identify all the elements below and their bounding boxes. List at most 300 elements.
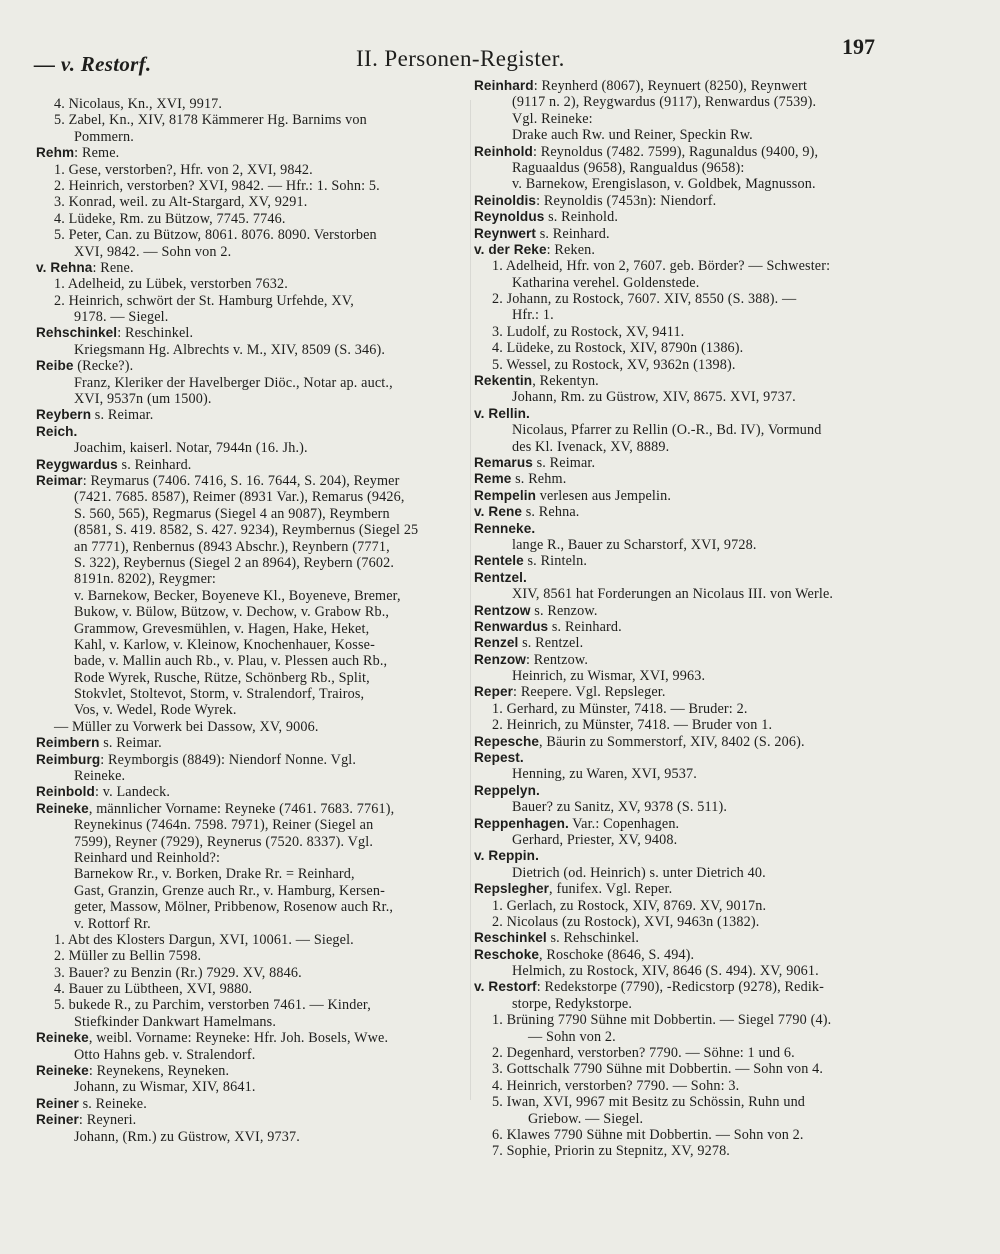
entry-headword: Reme	[474, 471, 512, 487]
entry-headword: v. der Reke	[474, 241, 547, 257]
register-line	[36, 96, 468, 112]
register-line	[36, 211, 468, 227]
right-column	[474, 78, 914, 1160]
register-line	[474, 586, 914, 602]
entry-headword: Rentzow	[474, 602, 531, 618]
register-line	[36, 834, 468, 850]
page-number: 197	[842, 34, 875, 59]
register-line	[36, 784, 468, 800]
register-line	[36, 457, 468, 473]
entry-headword: v. Restorf	[474, 979, 537, 995]
register-line	[36, 407, 468, 423]
entry-headword: Reschoke	[474, 946, 540, 962]
entry-text: 4. Bauer zu Lübtheen, XVI, 9880.	[54, 981, 253, 998]
entry-headword: Remarus	[474, 454, 533, 470]
register-line	[36, 571, 468, 587]
register-line	[474, 209, 914, 225]
register-line	[36, 965, 468, 981]
entry-text: , Bäurin zu Sommerstorf, XIV, 8402 (S. 206).	[539, 733, 805, 750]
entry-text: : Reyneri.	[78, 1112, 137, 1129]
entry-text: an 7771), Renbernus (8943 Abschr.), Reynbern (7771,	[74, 538, 390, 555]
register-line	[36, 375, 468, 391]
entry-text: 2. Müller zu Bellin 7598.	[54, 948, 202, 965]
register-line	[36, 391, 468, 407]
entry-text: s. Reinhold.	[544, 209, 619, 226]
entry-headword: Reschinkel	[474, 930, 547, 946]
entry-text: Johann, Rm. zu Güstrow, XIV, 8675. XVI, 9737.	[512, 389, 796, 406]
entry-text: 1. Gerhard, zu Münster, 7418. — Bruder: 2.	[492, 700, 748, 717]
register-line	[474, 422, 914, 438]
register-line	[474, 619, 914, 635]
entry-text: Drake auch Rw. und Reiner, Speckin Rw.	[512, 127, 753, 144]
register-line	[474, 176, 914, 192]
register-line	[36, 653, 468, 669]
entry-text: XVI, 9537n (um 1500).	[74, 391, 212, 408]
register-line	[36, 719, 468, 735]
entry-text: s. Rentzel.	[518, 635, 584, 652]
register-line	[474, 553, 914, 569]
left-column	[36, 96, 468, 1145]
entry-text: Joachim, kaiserl. Notar, 7944n (16. Jh.).	[74, 440, 308, 457]
register-line	[474, 996, 914, 1012]
entry-headword: Renwardus	[474, 618, 549, 634]
entry-headword: Reynoldus	[474, 209, 545, 225]
entry-text: 7599), Reyner (7929), Reynerus (7520. 8337). Vgl.	[74, 833, 374, 850]
entry-text: s. Reimar.	[91, 407, 154, 424]
entry-headword: Rentzel.	[474, 569, 527, 585]
register-line	[474, 1078, 914, 1094]
entry-text: Vos, v. Wedel, Rode Wyrek.	[74, 702, 237, 719]
register-line	[36, 424, 468, 440]
entry-text: , funifex. Vgl. Reper.	[549, 881, 673, 898]
entry-text: bade, v. Mallin auch Rb., v. Plau, v. Plessen auch Rb.,	[74, 653, 388, 670]
entry-text: 5. Peter, Can. zu Bützow, 8061. 8076. 8090. Verstorben	[54, 227, 377, 244]
register-line	[474, 406, 914, 422]
register-line	[36, 522, 468, 538]
entry-headword: v. Rellin.	[474, 405, 530, 421]
entry-headword: Rentele	[474, 553, 524, 569]
entry-text: 1. Adelheid, zu Lübek, verstorben 7632.	[54, 276, 288, 293]
entry-text: verlesen aus Jempelin.	[536, 487, 672, 504]
entry-text: : Reymarus (7406. 7416, S. 16. 7644, S. 204), Reymer	[82, 472, 400, 489]
entry-text: 4. Nicolaus, Kn., XVI, 9917.	[54, 96, 223, 112]
entry-headword: v. Rene	[474, 504, 523, 520]
register-line	[36, 539, 468, 555]
register-line	[36, 358, 468, 374]
register-line	[36, 260, 468, 276]
register-line	[474, 668, 914, 684]
register-line	[36, 1079, 468, 1095]
entry-headword: Renzow	[474, 651, 526, 667]
entry-headword: Reinoldis	[474, 192, 537, 208]
entry-text: storpe, Redykstorpe.	[512, 995, 633, 1012]
register-line	[474, 652, 914, 668]
entry-text: — Müller zu Vorwerk bei Dassow, XV, 9006.	[54, 718, 319, 735]
entry-headword: Renzel	[474, 635, 519, 651]
entry-text: : Reynherd (8067), Reynuert (8250), Reynwert	[533, 78, 808, 94]
entry-text: 1. Abt des Klosters Dargun, XVI, 10061. — Siegel.	[54, 931, 354, 948]
register-line	[474, 291, 914, 307]
register-line	[36, 309, 468, 325]
entry-text: , Roschoke (8646, S. 494).	[539, 946, 695, 963]
register-line	[36, 981, 468, 997]
entry-text: s. Rehna.	[522, 504, 580, 521]
register-line	[474, 898, 914, 914]
register-line	[36, 1014, 468, 1030]
register-line	[36, 883, 468, 899]
register-line	[36, 866, 468, 882]
register-line	[36, 112, 468, 128]
entry-text: 1. Gese, verstorben?, Hfr. von 2, XVI, 9842.	[54, 161, 313, 178]
entry-text: Otto Hahns geb. v. Stralendorf.	[74, 1046, 256, 1063]
entry-text: : v. Landeck.	[94, 784, 171, 801]
entry-text: 6. Klawes 7790 Sühne mit Dobbertin. — Sohn von 2.	[492, 1127, 804, 1143]
register-line	[36, 342, 468, 358]
register-line	[36, 768, 468, 784]
register-line	[36, 916, 468, 932]
register-line	[474, 684, 914, 700]
entry-headword: Reimburg	[36, 751, 101, 767]
entry-text: Rode Wyrek, Rusche, Rütze, Schönberg Rb., Split,	[74, 669, 370, 686]
entry-text: Gast, Granzin, Grenze auch Rr., v. Hamburg, Kersen-	[74, 882, 386, 899]
register-line	[474, 504, 914, 520]
entry-text: 8191n. 8202), Reygmer:	[74, 571, 217, 588]
entry-text: 7. Sophie, Priorin zu Stepnitz, XV, 9278.	[492, 1143, 731, 1160]
register-line	[36, 325, 468, 341]
register-line	[474, 766, 914, 782]
register-line	[474, 1094, 914, 1110]
register-line	[474, 865, 914, 881]
register-line	[474, 258, 914, 274]
register-line	[474, 1045, 914, 1061]
entry-text: s. Reinhard.	[117, 456, 192, 473]
entry-text: Barnekow Rr., v. Borken, Drake Rr. = Reinhard,	[74, 866, 355, 883]
entry-text: Hfr.: 1.	[512, 307, 554, 324]
entry-text: s. Rinteln.	[523, 553, 588, 570]
entry-text: 9178. — Siegel.	[74, 309, 169, 326]
register-line	[36, 276, 468, 292]
register-line	[36, 194, 468, 210]
entry-text: s. Reimar.	[532, 454, 596, 471]
entry-text: Nicolaus, Pfarrer zu Rellin (O.-R., Bd. IV), Vormund	[512, 422, 822, 439]
entry-headword: Reppelyn.	[474, 782, 540, 798]
register-line	[474, 783, 914, 799]
entry-text: , männlicher Vorname: Reyneke (7461. 7683. 7761),	[88, 800, 395, 817]
entry-text: Var.: Copenhagen.	[568, 815, 680, 832]
register-line	[474, 881, 914, 897]
register-line	[474, 537, 914, 553]
entry-headword: Reppenhagen.	[474, 815, 569, 831]
entry-text: s. Reinhard.	[548, 618, 622, 635]
entry-text: , weibl. Vorname: Reyneke: Hfr. Joh. Bosels, Wwe.	[88, 1030, 389, 1047]
entry-text: s. Reinhard.	[536, 225, 610, 242]
register-line	[36, 702, 468, 718]
entry-text: : Reynoldus (7482. 7599), Ragunaldus (9400, 9),	[532, 143, 819, 160]
entry-text: Franz, Kleriker der Havelberger Diöc., Notar ap. auct.,	[74, 374, 393, 391]
entry-text: 2. Johann, zu Rostock, 7607. XIV, 8550 (S. 388). —	[492, 291, 797, 308]
entry-text: 1. Brüning 7790 Sühne mit Dobbertin. — Siegel 7790 (4).	[492, 1012, 832, 1029]
register-line	[36, 162, 468, 178]
entry-text: 2. Nicolaus (zu Rostock), XVI, 9463n (1382).	[492, 913, 760, 930]
entry-text: 3. Gottschalk 7790 Sühne mit Dobbertin. — Sohn von 4.	[492, 1061, 824, 1078]
entry-text: Helmich, zu Rostock, XIV, 8646 (S. 494). XV, 9061.	[512, 963, 819, 980]
entry-text: : Reken.	[546, 241, 596, 258]
entry-text: Raguaaldus (9658), Rangualdus (9658):	[512, 159, 745, 176]
entry-headword: Rehschinkel	[36, 325, 118, 341]
register-line	[36, 735, 468, 751]
entry-text: XIV, 8561 hat Forderungen an Nicolaus III. von Werle.	[512, 586, 834, 603]
register-line	[474, 1111, 914, 1127]
entry-text: XVI, 9842. — Sohn von 2.	[74, 243, 232, 260]
register-line	[36, 997, 468, 1013]
entry-text: S. 322), Reybernus (Siegel 2 an 8964), Reybern (7602.	[74, 554, 395, 571]
register-line	[474, 242, 914, 258]
entry-headword: Reynwert	[474, 225, 536, 241]
entry-headword: Reinbold	[36, 784, 95, 800]
register-line	[474, 357, 914, 373]
register-line	[36, 686, 468, 702]
register-line	[474, 734, 914, 750]
register-line	[474, 340, 914, 356]
register-line	[36, 817, 468, 833]
entry-text: 1. Gerlach, zu Rostock, XIV, 8769. XV, 9017n.	[492, 897, 767, 914]
register-line	[474, 1143, 914, 1159]
entry-headword: Reinhold	[474, 143, 533, 159]
entry-text: : Redekstorpe (7790), -Redicstorp (9278), Redik-	[536, 979, 825, 996]
register-line	[36, 850, 468, 866]
entry-text: 2. Degenhard, verstorben? 7790. — Söhne: 1 und 6.	[492, 1045, 795, 1062]
entry-text: (8581, S. 419. 8582, S. 427. 9234), Reymbernus (Siegel 25	[74, 522, 419, 539]
register-line	[474, 471, 914, 487]
register-line	[36, 1047, 468, 1063]
register-line	[474, 930, 914, 946]
entry-text: v. Barnekow, Erengislason, v. Goldbek, Magnusson.	[512, 176, 816, 193]
entry-text: S. 560, 565), Regmarus (Siegel 4 an 9087), Reymbern	[74, 505, 390, 522]
entry-text: geter, Massow, Mölner, Pribbenow, Rosenow auch Rr.,	[74, 899, 394, 916]
register-line	[36, 637, 468, 653]
entry-text: Johann, (Rm.) zu Güstrow, XVI, 9737.	[74, 1128, 300, 1145]
register-line	[474, 832, 914, 848]
entry-text: Vgl. Reineke:	[512, 110, 593, 127]
register-line	[36, 1112, 468, 1128]
register-line	[474, 914, 914, 930]
entry-text: 5. bukede R., zu Parchim, verstorben 7461. — Kinder,	[54, 997, 371, 1014]
register-line	[474, 947, 914, 963]
entry-headword: Reiner	[36, 1095, 79, 1111]
register-line	[474, 94, 914, 110]
entry-text: 2. Heinrich, verstorben? XVI, 9842. — Hfr.: 1. Sohn: 5.	[54, 177, 380, 194]
entry-text: Bukow, v. Bülow, Bützow, v. Dechow, v. Grabow Rb.,	[74, 604, 390, 621]
entry-text: 5. Wessel, zu Rostock, XV, 9362n (1398).	[492, 356, 736, 373]
register-line	[474, 226, 914, 242]
entry-text: : Reymborgis (8849): Niendorf Nonne. Vgl.	[100, 751, 357, 768]
entry-headword: Reiner	[36, 1112, 79, 1128]
column-gutter	[470, 100, 471, 1100]
register-line	[36, 670, 468, 686]
register-line	[474, 439, 914, 455]
register-line	[474, 275, 914, 291]
entry-headword: Repest.	[474, 750, 524, 766]
register-line	[474, 570, 914, 586]
entry-headword: Repslegher	[474, 881, 550, 897]
entry-text: v. Barnekow, Becker, Boyeneve Kl., Boyeneve, Bremer,	[74, 587, 401, 604]
entry-text: v. Rottorf Rr.	[74, 915, 151, 932]
register-line	[474, 488, 914, 504]
entry-headword: Reineke	[36, 1063, 89, 1079]
register-line	[36, 604, 468, 620]
register-line	[474, 750, 914, 766]
register-line	[36, 932, 468, 948]
entry-headword: Reimbern	[36, 735, 100, 751]
entry-text: des Kl. Ivenack, XV, 8889.	[512, 438, 670, 455]
register-line	[36, 489, 468, 505]
register-line	[36, 752, 468, 768]
entry-headword: Reimar	[36, 472, 83, 488]
entry-text: Stiefkinder Dankwart Hamelmans.	[74, 1013, 277, 1030]
entry-text: Katharina verehel. Goldenstede.	[512, 274, 700, 291]
entry-headword: Reper	[474, 684, 514, 700]
register-line	[36, 948, 468, 964]
register-line	[36, 621, 468, 637]
entry-text: Bauer? zu Sanitz, XV, 9378 (S. 511).	[512, 799, 728, 816]
entry-text: Grammow, Grevesmühlen, v. Hagen, Hake, Heket,	[74, 620, 370, 637]
entry-text: 4. Heinrich, verstorben? 7790. — Sohn: 3.	[492, 1077, 740, 1094]
entry-headword: v. Reppin.	[474, 848, 539, 864]
register-line	[474, 373, 914, 389]
entry-text: Dietrich (od. Heinrich) s. unter Dietrich 40.	[512, 864, 766, 881]
entry-text: s. Reimar.	[99, 735, 162, 752]
register-line	[474, 1127, 914, 1143]
register-line	[36, 145, 468, 161]
register-line	[474, 78, 914, 94]
entry-headword: Rempelin	[474, 487, 536, 503]
entry-text: : Rene.	[92, 259, 134, 276]
register-line	[474, 603, 914, 619]
entry-text: lange R., Bauer zu Scharstorf, XVI, 9728.	[512, 536, 757, 553]
entry-headword: Reinhard	[474, 78, 534, 93]
register-line	[36, 1030, 468, 1046]
entry-text: 4. Lüdeke, zu Rostock, XIV, 8790n (1386).	[492, 340, 744, 357]
register-line	[474, 799, 914, 815]
entry-headword: Rekentin	[474, 373, 533, 389]
entry-text: s. Rehschinkel.	[546, 930, 640, 947]
entry-text: : Reme.	[74, 145, 120, 162]
entry-headword: Rehm	[36, 145, 75, 161]
entry-text: s. Rehm.	[511, 471, 567, 488]
entry-text: Gerhard, Priester, XV, 9408.	[512, 831, 678, 848]
entry-text: (9117 n. 2), Reygwardus (9117), Renwardus (7539).	[512, 94, 817, 111]
entry-text: , Rekentyn.	[532, 373, 599, 390]
entry-text: Reineke.	[74, 768, 126, 785]
entry-text: 3. Ludolf, zu Rostock, XV, 9411.	[492, 323, 685, 340]
entry-text: Pommern.	[74, 128, 134, 145]
register-line	[36, 227, 468, 243]
entry-text: 5. Zabel, Kn., XIV, 8178 Kämmerer Hg. Barnims von	[54, 112, 367, 129]
register-line	[36, 1129, 468, 1145]
entry-text: Reynekinus (7464n. 7598. 7971), Reiner (Siegel an	[74, 817, 374, 834]
register-line	[36, 588, 468, 604]
entry-text: 3. Bauer? zu Benzin (Rr.) 7929. XV, 8846.	[54, 964, 302, 981]
entry-text: (Recke?).	[73, 358, 134, 375]
page-title: II. Personen-Register.	[356, 46, 565, 71]
entry-text: s. Renzow.	[530, 602, 598, 619]
entry-headword: Renneke.	[474, 520, 536, 536]
entry-text: 2. Heinrich, schwört der St. Hamburg Urfehde, XV,	[54, 292, 354, 309]
entry-headword: Reineke	[36, 1030, 89, 1046]
entry-text: (7421. 7685. 8587), Reimer (8931 Var.), Remarus (9426,	[74, 489, 405, 506]
register-line	[474, 701, 914, 717]
register-line	[474, 127, 914, 143]
entry-text: s. Reineke.	[78, 1095, 147, 1112]
entry-text: Griebow. — Siegel.	[528, 1110, 644, 1127]
entry-text: Heinrich, zu Wismar, XVI, 9963.	[512, 668, 706, 685]
register-line	[474, 521, 914, 537]
register-line	[36, 178, 468, 194]
entry-text: Reinhard und Reinhold?:	[74, 849, 221, 866]
entry-headword: Reineke	[36, 800, 89, 816]
register-line	[474, 1012, 914, 1028]
register-line	[474, 455, 914, 471]
register-line	[36, 1063, 468, 1079]
entry-text: Kriegsmann Hg. Albrechts v. M., XIV, 8509 (S. 346).	[74, 341, 386, 358]
entry-headword: Reygwardus	[36, 456, 118, 472]
register-line	[474, 193, 914, 209]
register-line	[36, 899, 468, 915]
register-line	[36, 555, 468, 571]
register-line	[474, 324, 914, 340]
register-line	[474, 717, 914, 733]
entry-text: : Reepere. Vgl. Repsleger.	[513, 684, 666, 701]
entry-headword: Reibe	[36, 358, 74, 374]
entry-headword: Reybern	[36, 407, 92, 423]
entry-text: : Reschinkel.	[117, 325, 194, 342]
entry-text: 2. Heinrich, zu Münster, 7418. — Bruder von 1.	[492, 717, 773, 734]
entry-text: 4. Lüdeke, Rm. zu Bützow, 7745. 7746.	[54, 210, 286, 227]
entry-text: — Sohn von 2.	[528, 1028, 616, 1045]
entry-headword: Repesche	[474, 733, 540, 749]
entry-text: Stokvlet, Stoltevot, Storm, v. Stralendorf, Trairos,	[74, 686, 365, 703]
entry-text: : Reynekens, Reyneken.	[88, 1063, 230, 1080]
entry-text: Johann, zu Wismar, XIV, 8641.	[74, 1079, 256, 1096]
register-line	[474, 963, 914, 979]
entry-headword: Reich.	[36, 423, 78, 439]
entry-text: : Reynoldis (7453n): Niendorf.	[536, 192, 717, 209]
register-line	[36, 473, 468, 489]
entry-text: 3. Konrad, weil. zu Alt-Stargard, XV, 9291.	[54, 194, 308, 211]
register-line	[36, 440, 468, 456]
register-line	[474, 979, 914, 995]
register-line	[36, 244, 468, 260]
register-line	[474, 1029, 914, 1045]
register-line	[474, 307, 914, 323]
register-line	[36, 1096, 468, 1112]
entry-text: : Rentzow.	[525, 651, 589, 668]
register-line	[474, 160, 914, 176]
register-line	[474, 816, 914, 832]
entry-headword: v. Rehna	[36, 259, 93, 275]
register-line	[474, 635, 914, 651]
register-line	[474, 1061, 914, 1077]
register-line	[474, 848, 914, 864]
register-line	[474, 389, 914, 405]
entry-text: Kahl, v. Karlow, v. Kleinow, Knochenhauer, Kosse-	[74, 636, 375, 653]
entry-text: Henning, zu Waren, XVI, 9537.	[512, 766, 697, 783]
entry-text: 1. Adelheid, Hfr. von 2, 7607. geb. Börder? — Schwester:	[492, 258, 831, 275]
entry-text: 5. Iwan, XVI, 9967 mit Besitz zu Schössin, Ruhn und	[492, 1094, 806, 1111]
register-line	[474, 111, 914, 127]
register-line	[36, 801, 468, 817]
register-line	[474, 144, 914, 160]
